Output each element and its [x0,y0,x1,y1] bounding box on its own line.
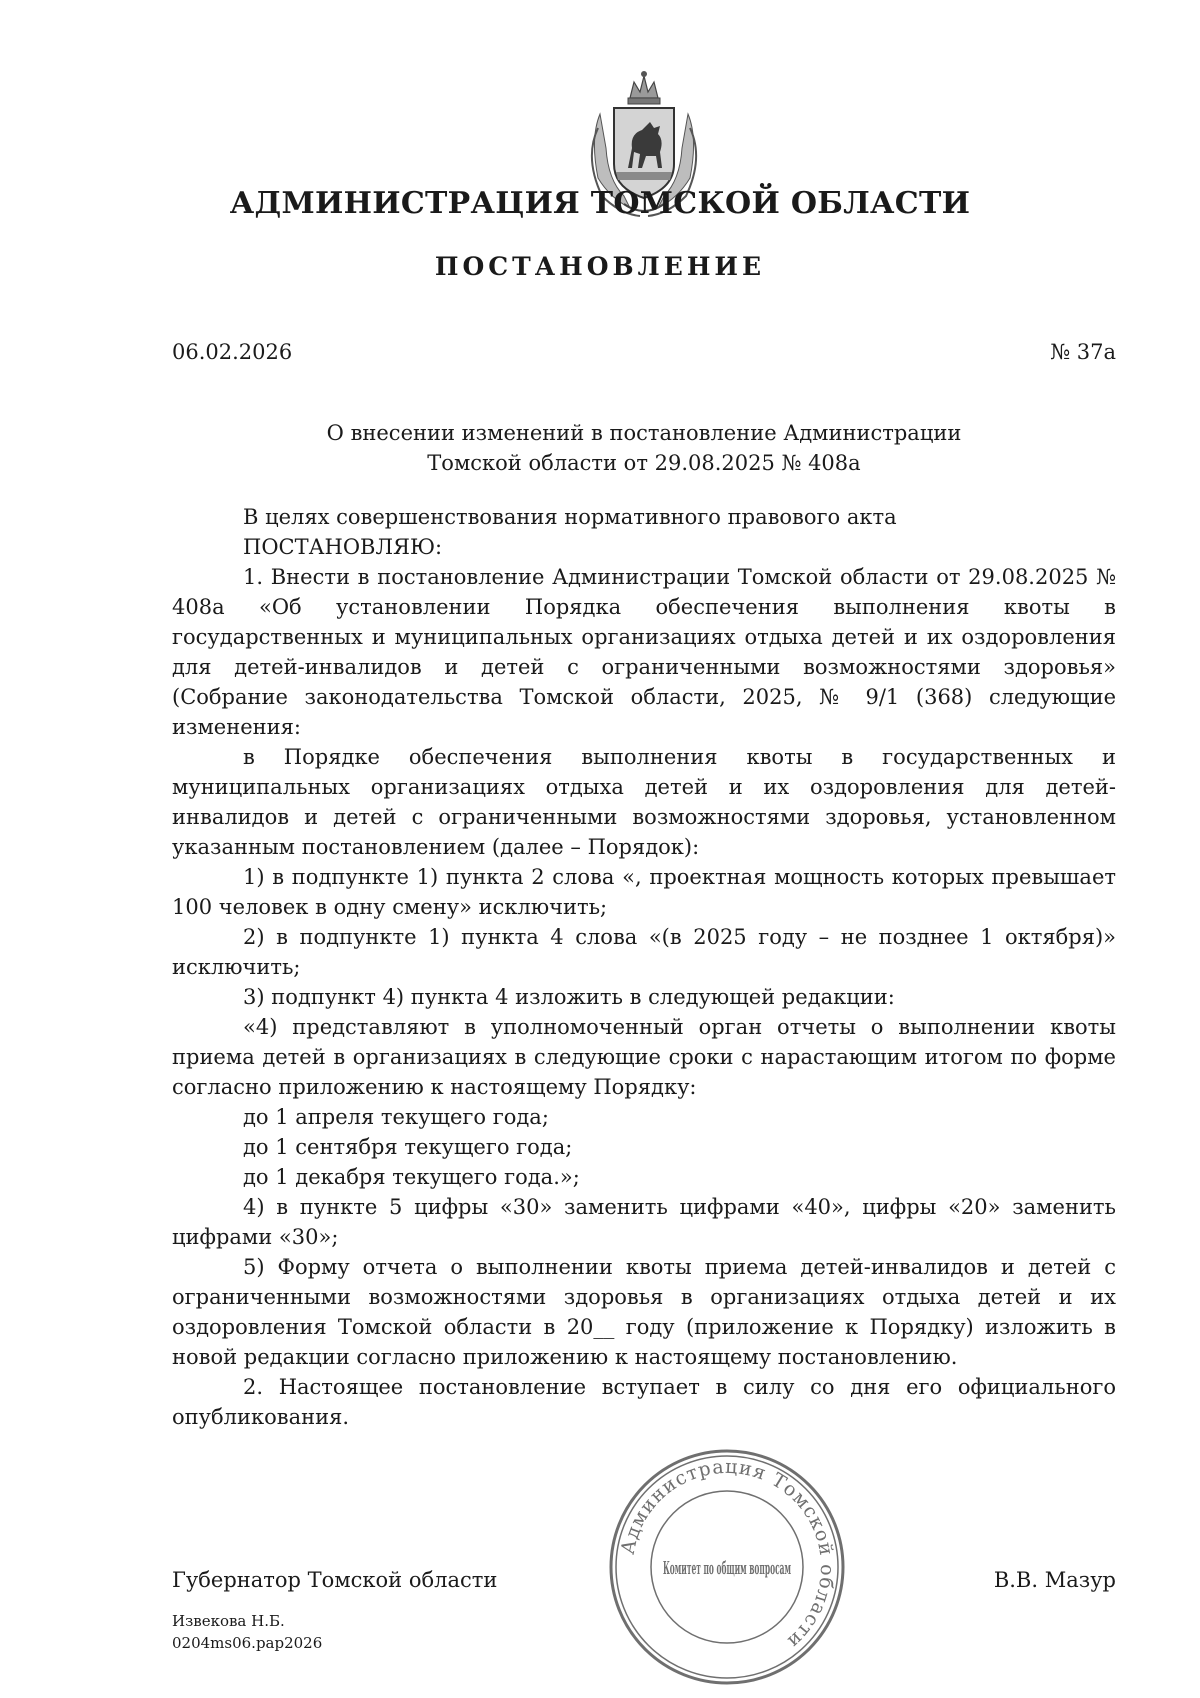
item-1: 1. Внести в постановление Администрации Томской области от 29.08.2025 № 408а «Об установлении Порядка обеспечения выполнения квоты в государственных и муниципальных организациях отдыха детей и их оздоровления для детей-инвалидов и детей с ограниченными возможностями здоровья» (Собрание законодательства Томской области, 2025, № 9/1 (368) следующие изменения: [172,565,1116,739]
subitem-4: 4) в пункте 5 цифры «30» заменить цифрами «40», цифры «20» заменить цифрами «30»; [172,1195,1116,1249]
subitem-2: 2) в подпункте 1) пункта 4 слова «(в 2025 году – не позднее 1 октября)» исключить; [172,925,1116,979]
subject-line-2: Томской области от 29.08.2025 № 408а [427,451,861,475]
subitem-3-text: «4) представляют в уполномоченный орган отчеты о выполнении квоты приема детей в организациях в следующие сроки с нарастающим итогом по форме согласно приложению к настоящему Порядку: [172,1015,1116,1099]
item-2: 2. Настоящее постановление вступает в силу со дня его официального опубликования. [172,1375,1116,1429]
subject-line-1: О внесении изменений в постановление Администрации [326,421,962,445]
preamble: В целях совершенствования нормативного правового акта [243,505,897,529]
document-body [172,502,1116,1432]
document-type: ПОСТАНОВЛЕНИЕ [434,252,766,281]
signatory-position: Губернатор Томской области [172,1568,498,1592]
subitem-3: 3) подпункт 4) пункта 4 изложить в следующей редакции: [243,985,895,1009]
deadline-2: до 1 сентября текущего года; [243,1135,573,1159]
executor-info [172,1610,322,1654]
deadline-1: до 1 апреля текущего года; [243,1105,549,1129]
file-reference: 0204ms06.pap2026 [172,1634,323,1652]
document-date: 06.02.2026 [172,340,293,364]
organization-title: АДМИНИСТРАЦИЯ ТОМСКОЙ ОБЛАСТИ [229,186,971,221]
official-stamp [606,1446,848,1688]
svg-text:Администрация Томской области [617,1456,838,1653]
decree-word: ПОСТАНОВЛЯЮ: [243,535,443,559]
document-subject [172,418,1116,478]
subitem-5: 5) Форму отчета о выполнении квоты приема детей-инвалидов и детей с ограниченными возможностями здоровья в организациях отдыха детей и их оздоровления Томской области в 20__ году (приложение к Порядку) изложить в новой редакции согласно приложению к настоящему постановлению. [172,1255,1116,1369]
stamp-ring-text: Администрация Томской области [616,1455,839,1654]
deadline-3: до 1 декабря текущего года.»; [243,1165,580,1189]
stamp-center-text: Комитет по общим вопросам [663,1558,792,1579]
signatory-name: В.В. Мазур [993,1568,1116,1592]
document-number: № 37а [1050,340,1116,364]
amendment-intro: в Порядке обеспечения выполнения квоты в государственных и муниципальных организациях отдыха детей и их оздоровления для детей-инвалидов и детей с ограниченными возможностями здоровья, установленном указанным постановлением (далее – Порядок): [172,745,1116,859]
executor-name: Извекова Н.Б. [172,1612,285,1630]
subitem-1: 1) в подпункте 1) пункта 2 слова «, проектная мощность которых превышает 100 человек в одну смену» исключить; [172,865,1116,919]
